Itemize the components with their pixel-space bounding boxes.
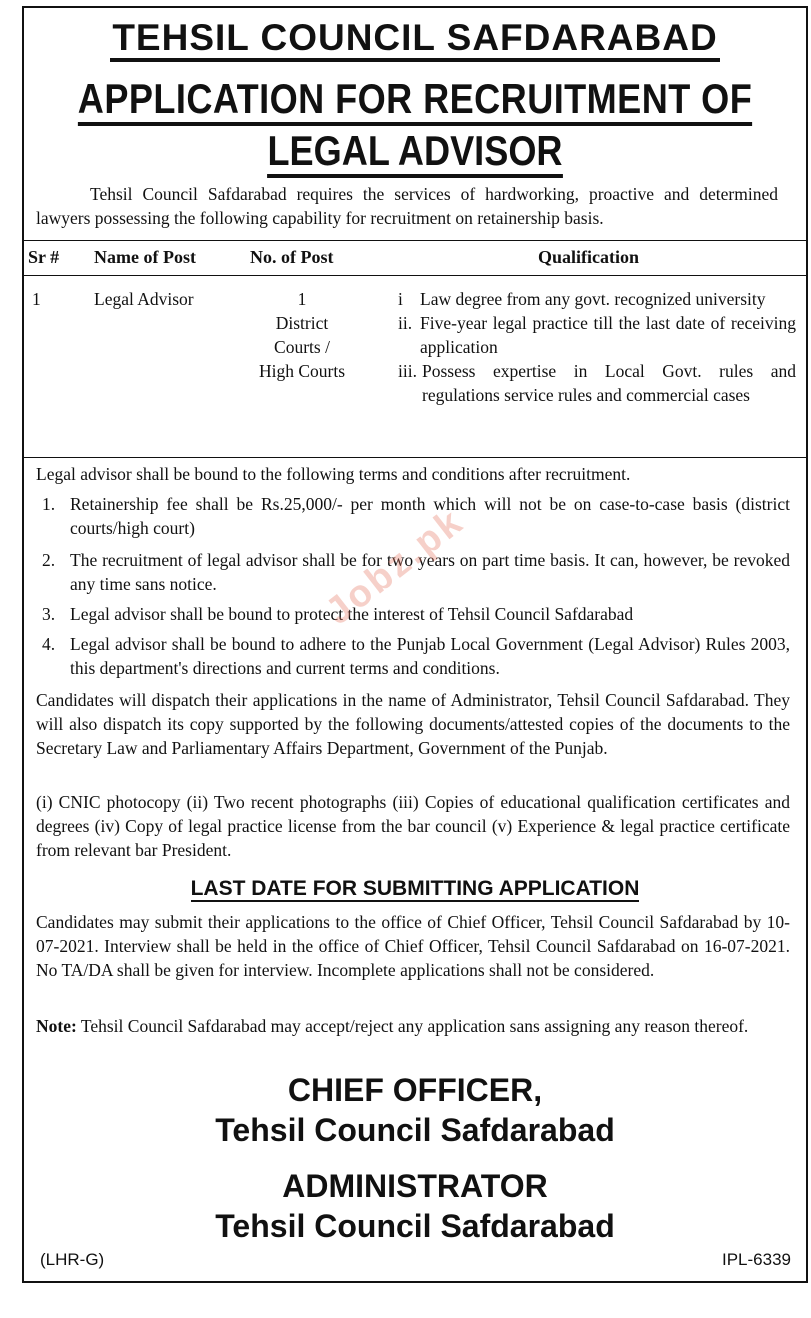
posts-table [22,240,808,458]
header-qualification: Qualification [538,247,640,267]
dispatch-paragraph: Candidates will dispatch their applications in the name of Administrator, Tehsil Council Safdarabad. They will also dispatch its copy supported by the following documents/attested copies of the documents to the Secretary Law and Parliamentary Affairs Department, Government of the Punjab. [36,690,790,758]
chief-officer-title: CHIEF OFFICER, [287,1072,543,1108]
qualification-item: i Law degree from any govt. recognized university [398,289,766,309]
term-item: 3. Legal advisor shall be bound to protect the interest of Tehsil Council Safdarabad [42,604,634,624]
terms-intro: Legal advisor shall be bound to the following terms and conditions after recruitment. [36,464,631,484]
qualification-item: ii. Five-year legal practice till the last date of receiving application [398,313,796,357]
council-heading: TEHSIL COUNCIL SAFDARABAD [22,16,808,60]
title-line-1: APPLICATION FOR RECRUITMENT OF [77,74,753,124]
term-item: 4. Legal advisor shall be bound to adhere to the Punjab Local Government (Legal Advisor) Rules 2003, this department's directions and current terms and conditions. [42,634,790,678]
header-count: No. of Post [250,247,334,267]
header-sr: Sr # [28,247,60,267]
documents-paragraph: (i) CNIC photocopy (ii) Two recent photographs (iii) Copies of educational qualification certificates and degrees (iv) Copy of legal practice license from the bar council (v) Experience & legal practice certificate from relevant bar President. [36,792,790,860]
header-divider [22,275,808,276]
administrator-org: Tehsil Council Safdarabad [215,1208,615,1244]
post-location: District Courts / High Courts [258,313,346,381]
term-item: 2. The recruitment of legal advisor shall be for two years on part time basis. It can, however, be revoked any time sans notice. [42,550,790,594]
intro-paragraph: Tehsil Council Safdarabad requires the services of hardworking, proactive and determined lawyers possessing the following capability for recruitment on retainership basis. [36,184,778,228]
administrator-title: ADMINISTRATOR [282,1168,548,1204]
watermark-logo: Jobz.pk [318,499,472,634]
last-date-paragraph: Candidates may submit their applications to the office of Chief Officer, Tehsil Council Safdarabad by 10-07-2021. Interview shall be held in the office of Chief Officer, Tehsil Council Safdarabad on 16-07-2021. No TA/DA shall be given for interview. Incomplete applications shall not be considered. [36,912,790,980]
footer-code-left: (LHR-G) [40,1250,105,1269]
qualification-list [398,287,796,407]
row-sr: 1 [32,289,41,309]
note-text: Tehsil Council Safdarabad may accept/reject any application sans assigning any reason thereof. [80,1016,749,1036]
qualification-item: iii. Possess expertise in Local Govt. rules and regulations service rules and commercial cases [398,361,796,405]
row-post-name: Legal Advisor [94,289,194,309]
term-item: 1. Retainership fee shall be Rs.25,000/- per month which will not be on case-to-case basis (district courts/high court) [42,494,790,538]
header-name: Name of Post [94,247,196,267]
footer-code-right: IPL-6339 [722,1250,791,1269]
chief-officer-org: Tehsil Council Safdarabad [215,1112,615,1148]
title-line-2: LEGAL ADVISOR [77,126,753,176]
note-paragraph [36,1014,790,1038]
row-post-count [240,287,364,383]
post-count-value: 1 [297,289,307,309]
note-label: Note: [36,1016,77,1036]
last-date-heading: LAST DATE FOR SUBMITTING APPLICATION [190,877,640,900]
